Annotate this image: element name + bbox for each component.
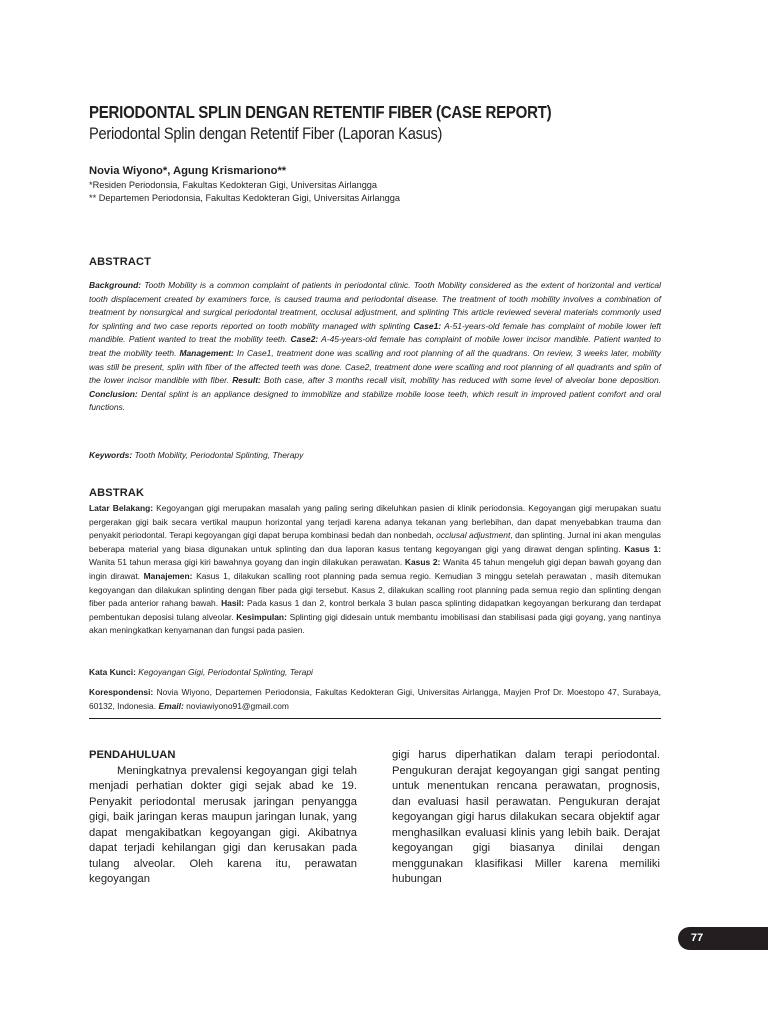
article-subtitle: Periodontal Splin dengan Retentif Fiber (Laporan Kasus) — [89, 124, 443, 143]
background-text: Tooth Mobility is a common complaint of patients in periodontal clinic. Tooth Mobility considered as the extent of horizontal and vertical tooth displacement created by examiners force, is caused trauma and periodontal disease. The treatment of tooth mobility involves a combination of treatment by nonsurgical and surgical periodontal treatment, occlusal adjustment, and splinting This article reviewed several materials commonly used for splinting and two case reports reported on tooth mobility managed with splinting — [89, 280, 661, 331]
body-column-left — [89, 748, 357, 888]
kasus2-text: Wanita 45 tahun mengeluh gigi depan bawah goyang dan ingin dirawat. — [89, 557, 662, 581]
korespondensi-text: Novia Wiyono, Departemen Periodonsia, Fakultas Kedokteran Gigi, Universitas Airlangga, Mayjen Prof Dr. Moestopo 47, Surabaya, 60132, Indonesia. — [89, 687, 661, 711]
management-text: In Case1, treatment done was scalling and root planning of all the quadrans. On review, 3 weeks later, mobility was still be present, splin with fiber of the affected teeth was done. Case2, treatment done were scalling and root planning of all quadrants and splin of the lower incisor mandible with fiber. — [89, 347, 662, 386]
kesimpulan-label: Kesimpulan: — [236, 611, 287, 622]
abstract-text — [89, 279, 661, 415]
section-divider — [89, 718, 661, 719]
manajemen-label: Manajemen: — [143, 570, 193, 581]
section-heading-pendahuluan: PENDAHULUAN — [89, 749, 176, 761]
body-paragraph-left: Meningkatnya prevalensi kegoyangan gigi telah menjadi perhatian dokter gigi sejak abad ke 19. Penyakit periodontal merusak jaringan penyangga gigi, baik jaringan keras maupun jaringan lunak, yang dapat mengakibatkan kegoyangan gigi. Akibatnya dapat terjadi kehilangan gigi dan kerusakan pada tulang alveolar. Oleh karena itu, perawatan kegoyangan — [89, 764, 357, 885]
case2-text: A-45-years-old female has complaint of mobile lower incisor mandible. Patient wanted to treat the mobility teeth. — [89, 334, 661, 358]
latar-text-2: , dan splinting. Jurnal ini akan mengulas beberapa material yang biasa digunakan untuk splinting dan dua laporan kasus tentang kegoyangan gigi yang dirawat dengan splinting. — [89, 530, 662, 554]
conclusion-label: Conclusion: — [89, 388, 138, 399]
abstrak-text — [89, 502, 661, 638]
hasil-label: Hasil: — [221, 598, 245, 609]
email-value: noviawiyono91@gmail.com — [183, 700, 289, 711]
case1-label: Case1: — [413, 320, 442, 331]
keywords — [89, 450, 661, 460]
result-label: Result: — [232, 375, 261, 386]
keywords-label: Keywords: — [89, 450, 133, 460]
abstract-heading: ABSTRACT — [89, 256, 152, 268]
kesimpulan-text: Splinting gigi didesain untuk membantu imobilisasi dan stabilisasi pada gigi goyang, yang nantinya akan meningkatkan kenyamanan dan fungsi pada pasien. — [89, 611, 661, 636]
article-title: PERIODONTAL SPLIN DENGAN RETENTIF FIBER (CASE REPORT) — [89, 102, 552, 122]
hasil-text: Pada kasus 1 dan 2, kontrol berkala 3 bulan pasca splinting didapatkan kegoyangan berkurang dan terdapat pembentukan deposisi tulang alveolar. — [89, 598, 661, 622]
latar-italic: occlusal adjustment — [436, 530, 511, 541]
kasus1-label: Kasus 1: — [624, 543, 662, 554]
page-number-badge — [678, 927, 768, 950]
conclusion-text: Dental splint is an appliance designed to immobilize and stabilize mobile loose teeth, which result in improved patient comfort and oral functions. — [89, 388, 661, 413]
body-paragraph-right: gigi harus diperhatikan dalam terapi periodontal. Pengukuran derajat kegoyangan gigi sangat penting untuk menentukan rencana perawatan, prognosis, dan evaluasi hasil perawatan. Pengukuran derajat kegoyangan gigi harus dilakukan secara objektif agar menghasilkan evaluasi klinis yang lebih baik. Derajat kegoyangan gigi biasanya dinilai dengan menggunakan klasifikasi Miller karena memiliki hubungan — [392, 749, 660, 885]
case2-label: Case2: — [290, 334, 319, 345]
page-number: 77 — [690, 932, 704, 944]
kata-kunci-text: Kegoyangan Gigi, Periodontal Splinting, Terapi — [135, 667, 313, 677]
background-label: Background: — [89, 280, 142, 290]
kata-kunci-label: Kata Kunci: — [89, 667, 136, 677]
latar-text-1: Kegoyangan gigi merupakan masalah yang paling sering dikeluhkan pasien di klinik periodonsia. Kegoyangan gigi merupakan suatu pergerakan gigi baik secara vertikal maupun horizontal yang terjadi karena adanya tekanan yang berlebihan, dan dapat menyebabkan trauma dan penyakit periodontal. Terapi kegoyangan gigi dapat berupa kombinasi bedah dan nonbedah, — [89, 503, 661, 541]
keywords-text: Tooth Mobility, Periodontal Splinting, Therapy — [132, 450, 304, 460]
korespondensi — [89, 686, 661, 713]
affiliation-1: *Residen Periodonsia, Fakultas Kedokteran Gigi, Universitas Airlangga — [89, 180, 378, 190]
manajemen-text: Kasus 1, dilakukan scalling root planning pada semua regio. Kemudian 3 minggu setelah perawatan , masih ditemukan kegoyangan dan dilakukan splinting dengan fiber pada gigi tersebut. Kasus 2, dilakukan scalling root planning pada semua regio dan splinting dengan fiber pada anterior rahang bawah. — [89, 570, 661, 609]
kata-kunci — [89, 667, 661, 677]
case1-text: A-51-years-old female has complaint of mobile lower left mandible. Patient wanted to treat the mobility teeth. — [89, 320, 661, 345]
author-names: Novia Wiyono*, Agung Krismariono** — [89, 165, 287, 177]
latar-label: Latar Belakang: — [89, 503, 154, 513]
kasus1-text: Wanita 51 tahun merasa gigi kiri bawahnya goyang dan ingin dilakukan perawatan. — [89, 557, 405, 568]
email-label: Email: — [158, 700, 184, 711]
abstrak-heading: ABSTRAK — [89, 487, 145, 499]
management-label: Management: — [179, 347, 234, 358]
body-column-right — [392, 748, 660, 888]
result-text: Both case, after 3 months recall visit, mobility has reduced with some level of alveolar bone deposition. — [260, 375, 662, 386]
affiliation-2: ** Departemen Periodonsia, Fakultas Kedokteran Gigi, Universitas Airlangga — [89, 193, 401, 203]
kasus2-label: Kasus 2: — [404, 557, 441, 568]
korespondensi-label: Korespondensi: — [89, 687, 154, 697]
